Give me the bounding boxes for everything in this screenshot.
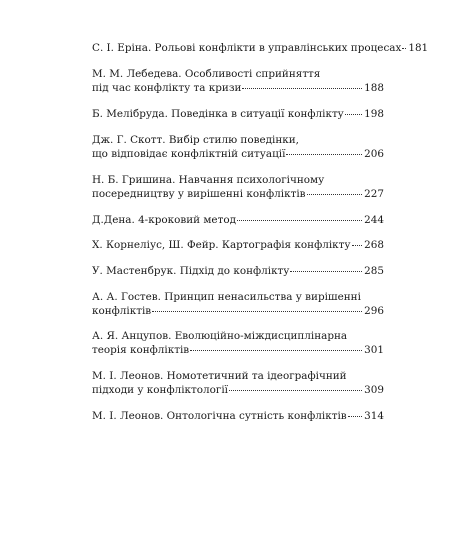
- toc-line: [92, 264, 384, 278]
- page-number: 301: [364, 344, 384, 356]
- page-number: 244: [364, 214, 384, 226]
- dot-leader: [237, 220, 362, 221]
- entry-title: Д.Дена. 4-кроковий метод: [92, 214, 236, 226]
- toc-line: [92, 67, 384, 81]
- dot-leader: [352, 245, 363, 246]
- toc-line: [92, 343, 384, 357]
- page-number: 268: [364, 239, 384, 251]
- toc-entry: [92, 213, 384, 227]
- entry-title-continued: теорія конфліктів: [92, 344, 190, 356]
- page-number: 309: [364, 384, 384, 396]
- toc-line: [92, 133, 384, 147]
- toc-line: [92, 409, 384, 423]
- toc-entry: [92, 41, 429, 55]
- toc-line: [92, 187, 384, 201]
- page-number: 181: [408, 42, 429, 54]
- entry-title: Б. Мелібруда. Поведінка в ситуації конфлікту: [92, 108, 344, 120]
- toc-line: [92, 383, 384, 397]
- dot-leader: [242, 88, 362, 89]
- toc-line: [92, 41, 429, 55]
- toc-entry: [92, 290, 384, 318]
- entry-title-continued: під час конфлікту та кризи: [92, 82, 242, 94]
- toc-line: [92, 369, 384, 383]
- page-number: 227: [364, 188, 384, 200]
- page-number: 314: [364, 410, 384, 422]
- toc-line: [92, 238, 384, 252]
- entry-title-continued: що відповідає конфліктній ситуації: [92, 148, 286, 160]
- toc-entry: [92, 107, 384, 121]
- toc-line: [92, 173, 384, 187]
- entry-title-continued: підходи у конфліктології: [92, 384, 228, 396]
- entry-title: М. І. Леонов. Онтологічна сутність конфліктів: [92, 410, 347, 422]
- toc-entry: [92, 409, 384, 423]
- dot-leader: [345, 114, 362, 115]
- toc-entry: [92, 133, 384, 161]
- page-number: 198: [364, 108, 384, 120]
- table-of-contents: [92, 41, 429, 423]
- toc-line: [92, 290, 384, 304]
- dot-leader: [307, 194, 363, 195]
- entry-title: А. А. Гостев. Принцип ненасильства у вирішенні: [92, 291, 361, 303]
- entry-title: Х. Корнеліус, Ш. Фейр. Картографія конфлікту: [92, 239, 351, 251]
- page-number: 285: [364, 265, 384, 277]
- dot-leader: [402, 48, 406, 49]
- page-number: 188: [364, 82, 384, 94]
- page-number: 296: [364, 305, 384, 317]
- toc-line: [92, 147, 384, 161]
- dot-leader: [286, 154, 362, 155]
- dot-leader: [229, 390, 362, 391]
- toc-line: [92, 81, 384, 95]
- toc-line: [92, 329, 384, 343]
- dot-leader: [348, 416, 363, 417]
- entry-title: Дж. Г. Скотт. Вибір стилю поведінки,: [92, 134, 299, 146]
- toc-line: [92, 107, 384, 121]
- toc-entry: [92, 329, 384, 357]
- entry-title: У. Мастенбрук. Підхід до конфлікту: [92, 265, 290, 277]
- dot-leader: [190, 350, 362, 351]
- entry-title-continued: конфліктів: [92, 305, 152, 317]
- entry-title: А. Я. Анцупов. Еволюційно-міждисциплінарна: [92, 330, 348, 342]
- toc-entry: [92, 67, 384, 95]
- entry-title: С. І. Еріна. Рольові конфлікти в управлінських процесах: [92, 42, 402, 54]
- toc-entry: [92, 173, 384, 201]
- dot-leader: [290, 271, 362, 272]
- entry-title: Н. Б. Гришина. Навчання психологічному: [92, 174, 325, 186]
- entry-title: М. І. Леонов. Номотетичний та ідеографічний: [92, 370, 347, 382]
- toc-line: [92, 213, 384, 227]
- page-number: 206: [364, 148, 384, 160]
- entry-title-continued: посередництву у вирішенні конфліктів: [92, 188, 306, 200]
- toc-entry: [92, 369, 384, 397]
- entry-title: М. М. Лебедева. Особливості сприйняття: [92, 68, 321, 80]
- toc-entry: [92, 238, 384, 252]
- toc-line: [92, 304, 384, 318]
- dot-leader: [152, 311, 362, 312]
- toc-entry: [92, 264, 384, 278]
